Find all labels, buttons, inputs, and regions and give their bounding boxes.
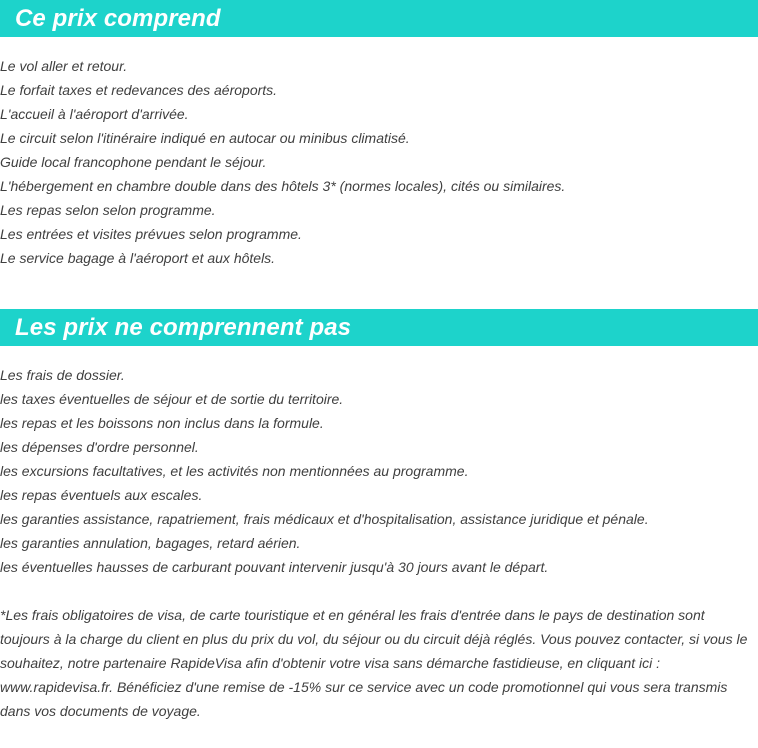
- list-item: Les entrées et visites prévues selon programme.: [0, 226, 302, 242]
- list-item: Le vol aller et retour.: [0, 58, 128, 74]
- list-item: Le service bagage à l'aéroport et aux hôtels.: [0, 250, 276, 266]
- not-included-list: [0, 346, 758, 579]
- section-not-included: [0, 309, 758, 723]
- included-list: [0, 37, 758, 270]
- list-item: Les frais de dossier.: [0, 367, 125, 383]
- list-item: les taxes éventuelles de séjour et de sortie du territoire.: [0, 391, 344, 407]
- list-item: Les repas selon selon programme.: [0, 202, 216, 218]
- list-item: les repas et les boissons non inclus dans la formule.: [0, 415, 324, 431]
- section-spacer: [0, 270, 758, 309]
- list-item: les éventuelles hausses de carburant pouvant intervenir jusqu'à 30 jours avant le départ.: [0, 559, 549, 575]
- list-item: les dépenses d'ordre personnel.: [0, 439, 199, 455]
- list-item: les repas éventuels aux escales.: [0, 487, 203, 503]
- list-item: Guide local francophone pendant le séjour.: [0, 154, 267, 170]
- list-item: les garanties assistance, rapatriement, frais médicaux et d'hospitalisation, assistance juridique et pénale.: [0, 511, 649, 527]
- list-item: L'hébergement en chambre double dans des hôtels 3* (normes locales), cités ou similaires.: [0, 178, 566, 194]
- list-item: les garanties annulation, bagages, retard aérien.: [0, 535, 301, 551]
- list-item: les excursions facultatives, et les activités non mentionnées au programme.: [0, 463, 469, 479]
- visa-note: *Les frais obligatoires de visa, de carte touristique et en général les frais d'entrée dans le pays de destination sont toujours à la charge du client en plus du prix du vol, du séjour ou du circuit déjà réglés. Vous pouvez contacter, si vous le souhaitez, notre partenaire RapideVisa afin d'obtenir votre visa sans démarche fastidieuse, en cliquant ici : www.rapidevisa.fr. Bénéficiez d'une remise de -15% sur ce service avec un code promotionnel qui vous sera transmis dans vos documents de voyage.: [0, 607, 748, 719]
- section-title-not-included: Les prix ne comprennent pas: [0, 309, 758, 346]
- section-included: [0, 0, 758, 270]
- section-title-included: Ce prix comprend: [0, 0, 758, 37]
- list-item: Le circuit selon l'itinéraire indiqué en autocar ou minibus climatisé.: [0, 130, 410, 146]
- list-item: Le forfait taxes et redevances des aéroports.: [0, 82, 278, 98]
- list-item: L'accueil à l'aéroport d'arrivée.: [0, 106, 189, 122]
